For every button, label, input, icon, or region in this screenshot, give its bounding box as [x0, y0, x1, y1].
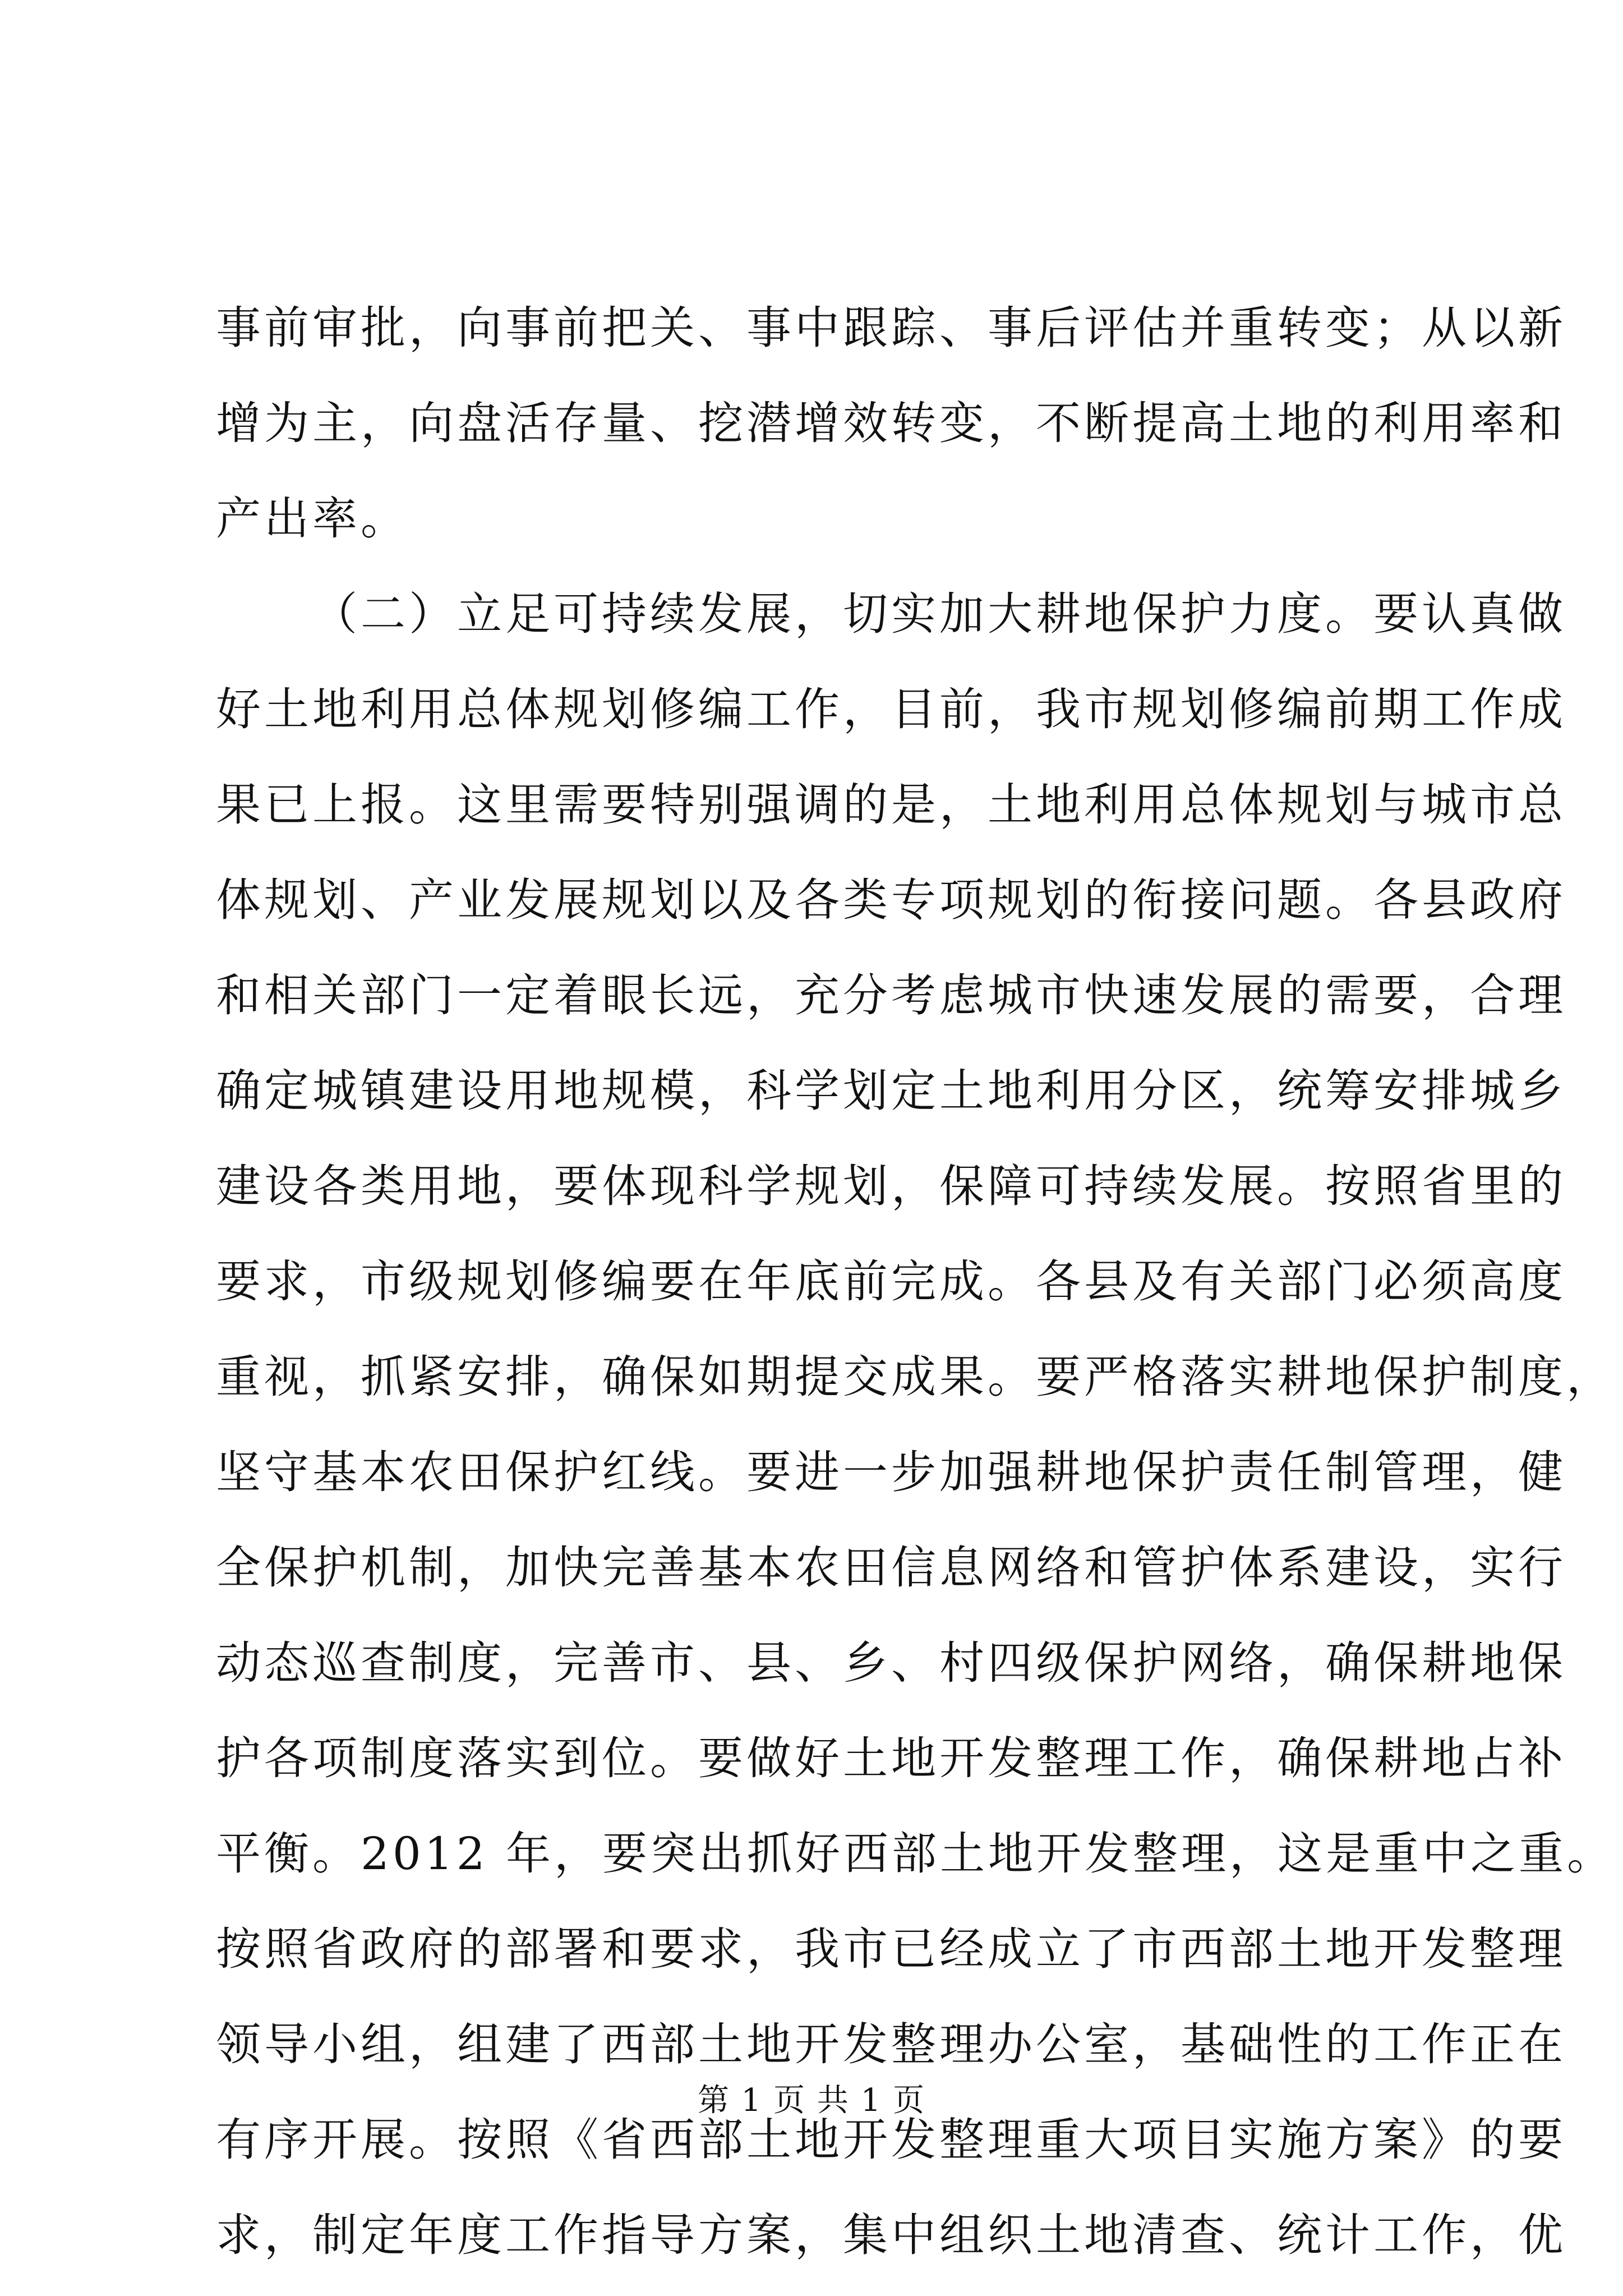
text-line: 平衡。2012 年，要突出抓好西部土地开发整理，这是重中之重。: [216, 1828, 1616, 1880]
text-line: 全保护机制，加快完善基本农田信息网络和管护体系建设，实行: [216, 1542, 1566, 1594]
text-line: 动态巡查制度，完善市、县、乡、村四级保护网络，确保耕地保: [216, 1637, 1566, 1689]
text-line: 重视，抓紧安排，确保如期提交成果。要严格落实耕地保护制度，: [216, 1351, 1615, 1403]
text-line: 求，制定年度工作指导方案，集中组织土地清查、统计工作，优: [216, 2209, 1566, 2261]
text-line: 按照省政府的部署和要求，我市已经成立了市西部土地开发整理: [216, 1923, 1566, 1975]
text-line: 坚守基本农田保护红线。要进一步加强耕地保护责任制管理，健: [216, 1446, 1566, 1498]
text-line: 有序开展。按照《省西部土地开发整理重大项目实施方案》的要: [216, 2114, 1566, 2166]
text-line: 果已上报。这里需要特别强调的是，土地利用总体规划与城市总: [216, 779, 1566, 831]
text-line: 体规划、产业发展规划以及各类专项规划的衔接问题。各县政府: [216, 874, 1566, 926]
text-line: 产出率。: [216, 493, 409, 545]
text-line: 好土地利用总体规划修编工作，目前，我市规划修编前期工作成: [216, 683, 1566, 735]
text-line: 领导小组，组建了西部土地开发整理办公室，基础性的工作正在: [216, 2018, 1566, 2070]
paragraph-heading-line: （二）立足可持续发展，切实加大耕地保护力度。要认真做: [312, 588, 1566, 640]
text-line: 增为主，向盘活存量、挖潜增效转变，不断提高土地的利用率和: [216, 397, 1566, 449]
text-line: 确定城镇建设用地规模，科学划定土地利用分区，统筹安排城乡: [216, 1065, 1566, 1117]
text-line: 事前审批，向事前把关、事中跟踪、事后评估并重转变；从以新: [216, 302, 1566, 354]
text-line: 和相关部门一定着眼长远，充分考虑城市快速发展的需要，合理: [216, 969, 1566, 1022]
text-line: 要求，市级规划修编要在年底前完成。各县及有关部门必须高度: [216, 1255, 1566, 1308]
page-footer: 第 1 页 共 1 页: [697, 2082, 926, 2119]
body-text: [216, 280, 1616, 2283]
text-line: 护各项制度落实到位。要做好土地开发整理工作，确保耕地占补: [216, 1732, 1566, 1784]
text-line: 建设各类用地，要体现科学规划，保障可持续发展。按照省里的: [216, 1160, 1566, 1212]
